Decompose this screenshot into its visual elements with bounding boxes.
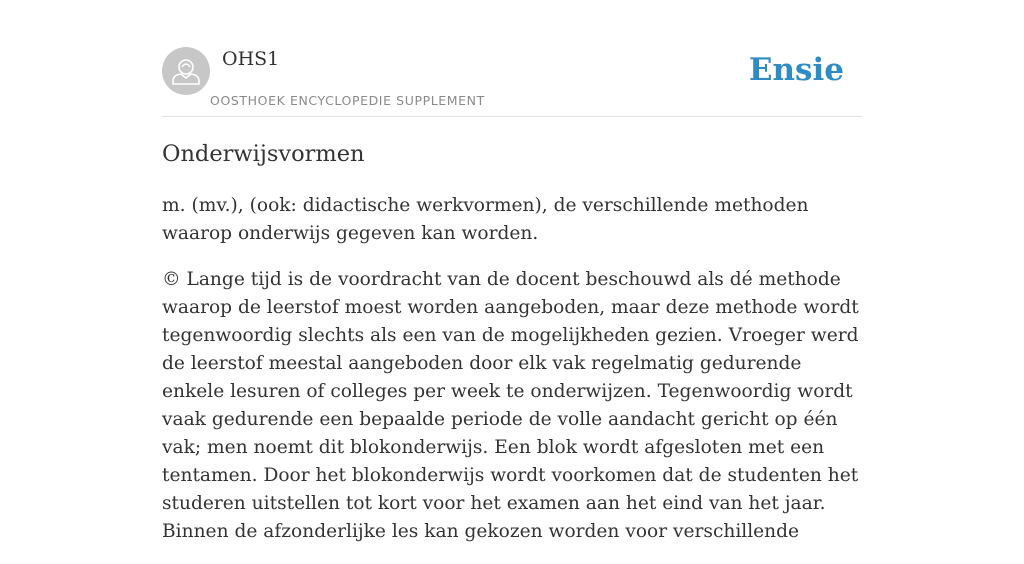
definition-paragraph: m. (mv.), (ook: didactische werkvormen), de verschillende methoden waarop onderwijs gegeven kan worden. bbox=[162, 195, 809, 244]
page-title: Onderwijsvormen bbox=[162, 141, 365, 167]
user-icon bbox=[162, 47, 210, 95]
source-code[interactable]: OHS1 bbox=[222, 48, 280, 70]
article bbox=[162, 138, 862, 564]
ensie-logo[interactable]: Ensie bbox=[748, 52, 844, 88]
avatar[interactable] bbox=[162, 47, 210, 95]
source-name[interactable]: OOSTHOEK ENCYCLOPEDIE SUPPLEMENT bbox=[210, 93, 485, 108]
body-paragraph: © Lange tijd is de voordracht van de docent beschouwd als dé methode waarop de leerstof moest worden aangeboden, maar deze methode wordt tegenwoordig slechts als een van de mogelijkheden gezien. Vroeger werd de leerstof meestal aangeboden door elk vak regelmatig gedurende enkele lesuren of colleges per week te onderwijzen. Tegenwoordig wordt vaak gedurende een bepaalde periode de volle aandacht gericht op één vak; men noemt dit blokonderwijs. Een blok wordt afgesloten met een tentamen. Door het blokonderwijs wordt voorkomen dat de studenten het studeren uitstellen tot kort voor het examen aan het eind van het jaar. Binnen de afzonderlijke les kan gekozen worden voor verschillende bbox=[162, 269, 859, 542]
header bbox=[162, 0, 862, 117]
